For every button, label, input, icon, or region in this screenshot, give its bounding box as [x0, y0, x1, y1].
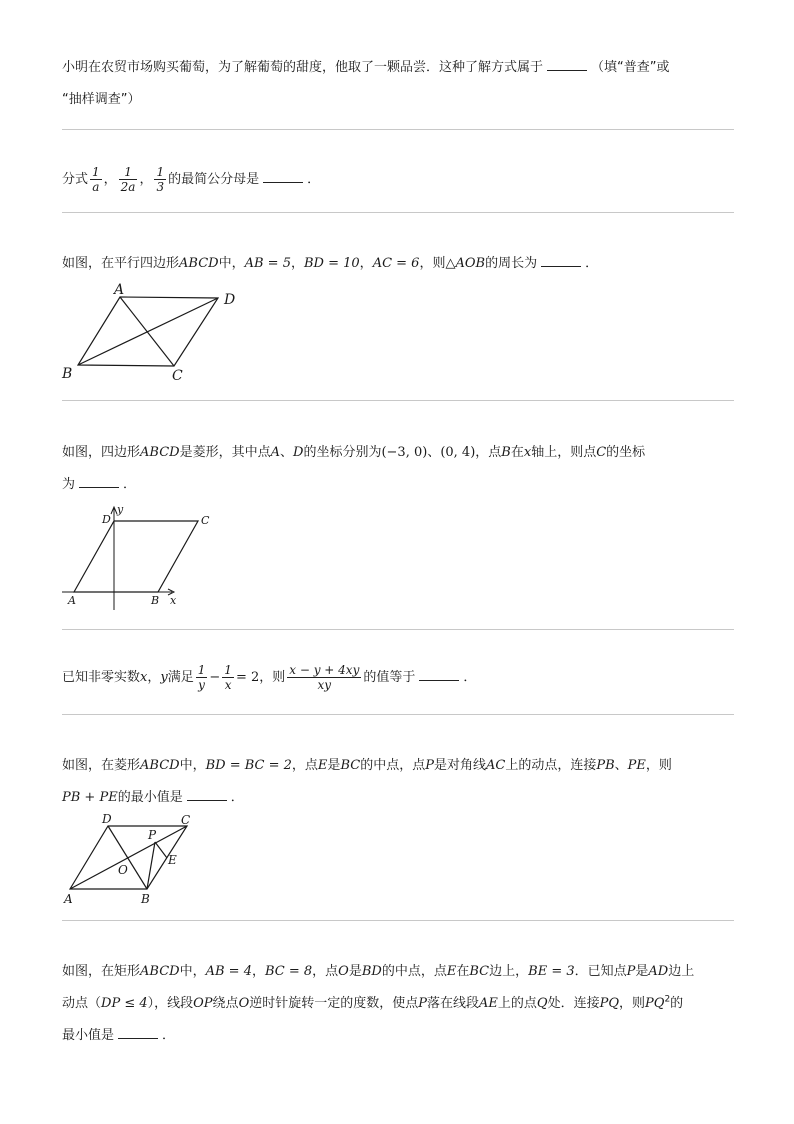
- q7-text: 在: [456, 964, 470, 979]
- period: ．: [585, 256, 599, 271]
- math: A: [270, 445, 280, 460]
- math: E: [446, 964, 457, 979]
- math: ABCD: [140, 964, 180, 979]
- math: PQ: [599, 996, 620, 1011]
- math: Q: [536, 996, 548, 1011]
- fraction: $\frac{1}{a}$: [92, 165, 100, 194]
- q6-text: 上的动点，连接: [505, 758, 597, 773]
- q6-text: 如图，在菱形: [62, 758, 141, 773]
- answer-blank[interactable]: [79, 475, 119, 488]
- math: BE = 3: [528, 964, 575, 979]
- q3-text: 的周长为: [485, 256, 538, 271]
- label-a: A: [64, 892, 73, 906]
- math: PQ: [645, 996, 665, 1011]
- label-x: x: [170, 594, 177, 607]
- label-c: C: [172, 368, 183, 384]
- q7-text: 处．连接: [547, 996, 600, 1011]
- question-4: [62, 437, 734, 501]
- math: D: [293, 445, 304, 460]
- answer-blank[interactable]: [547, 58, 587, 71]
- q4-text: 的坐标: [606, 445, 646, 460]
- label-a: A: [114, 282, 125, 298]
- divider: [62, 629, 734, 630]
- parallelogram-figure: [60, 284, 240, 384]
- q4-text: 、: [427, 445, 441, 460]
- answer-blank[interactable]: [419, 668, 459, 681]
- math: B: [501, 445, 511, 460]
- period: ．: [123, 477, 137, 492]
- superscript: 2: [664, 994, 671, 1005]
- math: PE: [627, 758, 646, 773]
- math: O: [238, 996, 250, 1011]
- q2-prefix: 分式: [62, 172, 89, 187]
- q7-text: 最小值是: [62, 1028, 115, 1043]
- q5-text: ，: [147, 670, 161, 685]
- label-b: B: [141, 892, 150, 906]
- period: ．: [307, 172, 321, 187]
- q7-text: 逆时针旋转一定的度数，使点: [249, 996, 419, 1011]
- question-7: [62, 956, 734, 1052]
- comma: ，: [139, 172, 153, 187]
- math: y: [160, 670, 168, 685]
- math: PB + PE: [62, 790, 118, 805]
- label-d: D: [102, 513, 111, 526]
- q7-text: ．已知点: [574, 964, 627, 979]
- fraction: $\frac{1}{3}$: [156, 165, 165, 194]
- label-c: C: [201, 514, 210, 527]
- math: BC = 8: [264, 964, 313, 979]
- comma: ，: [103, 172, 117, 187]
- math: AB = 4: [205, 964, 252, 979]
- q5-text: 满足: [167, 670, 194, 685]
- math: x: [140, 670, 148, 685]
- q7-text: ，点: [312, 964, 339, 979]
- math: BD = 10: [303, 256, 360, 271]
- q6-text: 中，: [179, 758, 206, 773]
- math: = 2: [235, 670, 260, 685]
- answer-blank[interactable]: [263, 170, 303, 183]
- rhombus-figure: [60, 812, 210, 908]
- q7-text: 如图，在矩形: [62, 964, 141, 979]
- q1-text-c: “抽样调查”）: [62, 92, 141, 107]
- rhombus-outline: [74, 521, 198, 592]
- q6-text: 是: [327, 758, 341, 773]
- q3-text: ，则△: [419, 256, 456, 271]
- divider: [62, 920, 734, 921]
- q4-text: 在: [510, 445, 524, 460]
- q6-text: 的最小值是: [117, 790, 183, 805]
- q4-text: ，点: [475, 445, 502, 460]
- q6-text: ，点: [291, 758, 318, 773]
- math: x: [523, 445, 532, 460]
- question-2: [62, 164, 734, 196]
- q7-text: 边上: [668, 964, 695, 979]
- label-b: B: [151, 594, 160, 607]
- rhombus-coordinate-figure: [60, 502, 220, 614]
- q7-text: ，则: [619, 996, 646, 1011]
- math: AC: [485, 758, 506, 773]
- answer-blank[interactable]: [541, 254, 581, 267]
- math: P: [418, 996, 427, 1011]
- math: AOB: [455, 256, 486, 271]
- question-3: [62, 248, 734, 280]
- math: AC = 6: [372, 256, 420, 271]
- math: P: [425, 758, 434, 773]
- period: ．: [463, 670, 477, 685]
- math: −: [209, 670, 221, 685]
- label-p: P: [148, 828, 157, 842]
- period: ．: [162, 1028, 176, 1043]
- period: ．: [230, 790, 244, 805]
- divider: [62, 400, 734, 401]
- q5-text: 已知非零实数: [62, 670, 141, 685]
- q1-text-b: （填“普查”或: [591, 60, 670, 75]
- fraction: $\frac{1}{x}$: [224, 663, 232, 692]
- math: BC: [469, 964, 490, 979]
- math: AB = 5: [244, 256, 291, 271]
- math: ABCD: [140, 445, 180, 460]
- question-6: [62, 750, 734, 814]
- q5-text: 的值等于: [363, 670, 416, 685]
- label-y: y: [117, 503, 124, 516]
- math: (−3, 0): [381, 445, 428, 460]
- q6-text: 是对角线: [433, 758, 486, 773]
- math: ABCD: [179, 256, 219, 271]
- label-d: D: [224, 292, 236, 308]
- q6-text: 、: [614, 758, 628, 773]
- q7-text: 边上，: [489, 964, 529, 979]
- q3-text: 中，: [218, 256, 245, 271]
- segment-pe: [155, 842, 167, 858]
- q7-text: 落在线段: [427, 996, 480, 1011]
- math: OP: [193, 996, 213, 1011]
- q4-text: 、: [279, 445, 293, 460]
- math: BD = BC = 2: [205, 758, 292, 773]
- math: DP ≤ 4: [101, 996, 148, 1011]
- q7-text: ，: [251, 964, 265, 979]
- math: O: [338, 964, 349, 979]
- q6-text: ，则: [645, 758, 672, 773]
- question-5: [62, 662, 734, 694]
- q5-text: ，则: [259, 670, 286, 685]
- q4-text: 轴上，则点: [531, 445, 597, 460]
- q2-suffix: 的最简公分母是: [168, 172, 260, 187]
- q7-text: 是: [635, 964, 649, 979]
- q7-text: 动点（: [62, 996, 102, 1011]
- q7-text: 的中点，点: [381, 964, 447, 979]
- q6-text: 的中点，点: [360, 758, 426, 773]
- label-o: O: [118, 863, 128, 877]
- label-e: E: [168, 853, 177, 867]
- divider: [62, 714, 734, 715]
- q4-text: 如图，四边形: [62, 445, 141, 460]
- answer-blank[interactable]: [187, 788, 227, 801]
- label-d: D: [102, 812, 112, 826]
- fraction: $\frac{1}{y}$: [197, 663, 206, 692]
- math: E: [317, 758, 328, 773]
- label-b: B: [62, 366, 73, 382]
- math: AD: [648, 964, 669, 979]
- diagonal-bd: [108, 826, 147, 889]
- math: BC: [340, 758, 361, 773]
- math: AE: [479, 996, 498, 1011]
- math: PB: [596, 758, 615, 773]
- q7-text: 绕点: [212, 996, 239, 1011]
- q4-text: 的坐标分别为: [303, 445, 382, 460]
- fraction: $\frac{1}{2a}$: [120, 165, 136, 194]
- q4-text: 为: [62, 477, 76, 492]
- math: ABCD: [140, 758, 180, 773]
- math: (0, 4): [440, 445, 476, 460]
- label-a: A: [68, 594, 76, 607]
- q7-text: 中，: [179, 964, 206, 979]
- math: BD: [361, 964, 382, 979]
- q7-text: 上的点: [497, 996, 537, 1011]
- divider: [62, 212, 734, 213]
- q7-text: 的: [670, 996, 684, 1011]
- q7-text: ），线段: [147, 996, 194, 1011]
- answer-blank[interactable]: [118, 1026, 158, 1039]
- q3-text: ，: [359, 256, 373, 271]
- q1-text: 小明在农贸市场购买葡萄，为了解葡萄的甜度，他取了一颗品尝．这种了解方式属于: [62, 60, 544, 75]
- label-c: C: [181, 813, 191, 827]
- q7-text: 是: [348, 964, 362, 979]
- question-1: [62, 52, 734, 116]
- fraction: $\frac{x - y + 4xy}{xy}$: [289, 663, 360, 692]
- divider: [62, 129, 734, 130]
- q3-text: 如图，在平行四边形: [62, 256, 180, 271]
- q3-text: ，: [290, 256, 304, 271]
- math: P: [626, 964, 636, 979]
- q4-text: 是菱形，其中点: [179, 445, 271, 460]
- math: C: [596, 445, 607, 460]
